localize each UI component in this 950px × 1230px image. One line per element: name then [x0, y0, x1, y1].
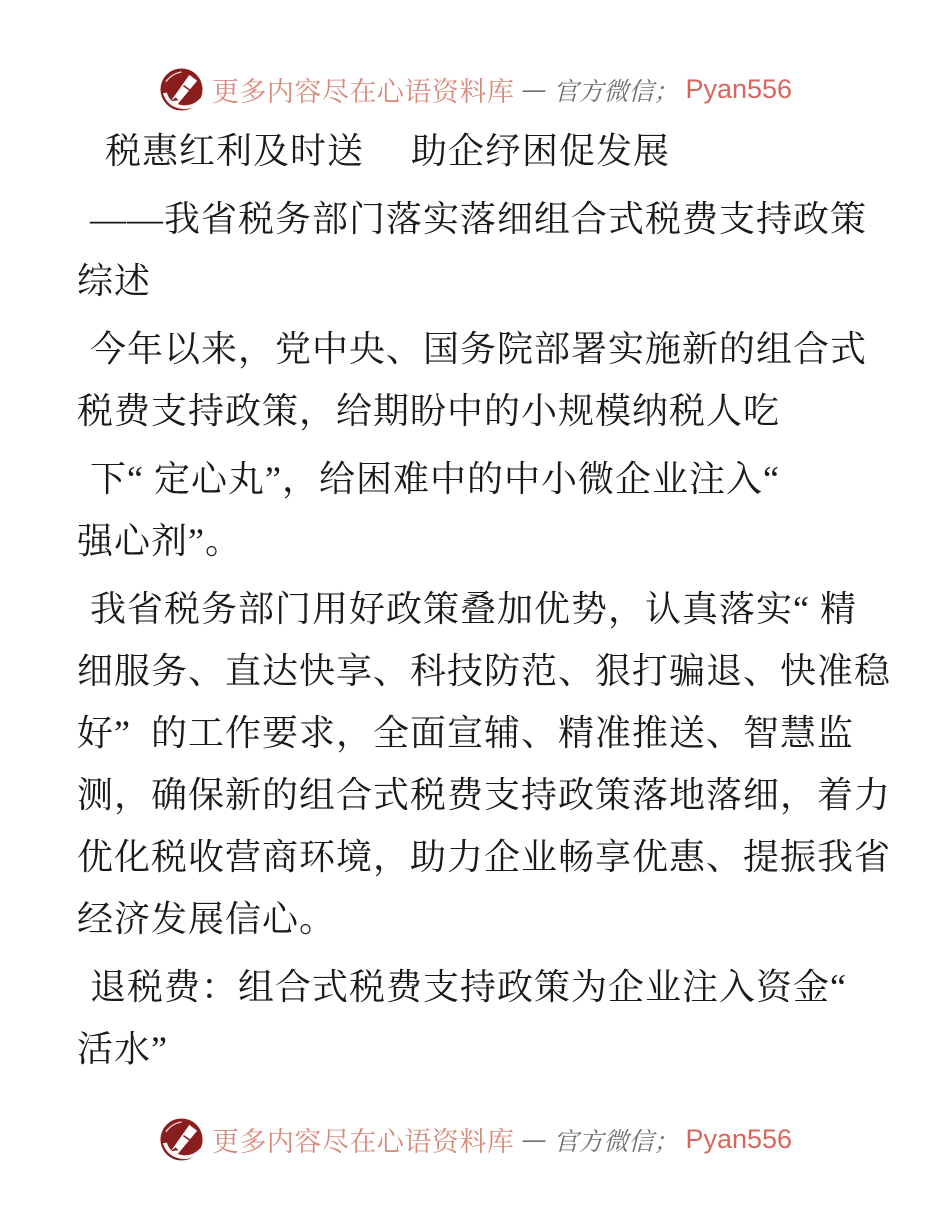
text-line: 好” 的工作要求，全面宣辅、精准推送、智慧监	[77, 713, 854, 753]
watermark-separator: —	[521, 1125, 547, 1154]
paragraph-4	[77, 956, 890, 1080]
paragraph-subtitle	[77, 188, 890, 312]
watermark-label: 官方微信；	[553, 76, 679, 106]
text-line: 优化税收营商环境，助力企业畅享优惠、提振我省	[77, 837, 892, 877]
text-line: 活水”	[77, 1029, 168, 1069]
text-line: 经济发展信心。	[77, 899, 337, 939]
text-line: 退税费：组合式税费支持政策为企业注入资金“	[90, 967, 847, 1007]
text-line: 综述	[77, 261, 152, 301]
text-line: 今年以来，党中央、国务院部署实施新的组合式	[90, 329, 868, 369]
text-line: 强心剂”。	[77, 521, 242, 561]
text-line: 税费支持政策，给期盼中的小规模纳税人吃	[77, 391, 781, 431]
watermark-label: 官方微信；	[553, 1126, 679, 1156]
footer-watermark	[0, 1116, 950, 1163]
watermark-wechat-id: Pyan556	[685, 74, 793, 104]
document-title: 税惠红利及时送 助企纾困促发展	[105, 131, 671, 171]
paragraph-3	[77, 578, 890, 950]
text-line: 测，确保新的组合式税费支持政策落地落细，着力	[77, 775, 892, 815]
watermark-separator: —	[521, 75, 547, 104]
header-watermark	[0, 66, 950, 113]
watermark-brand-text: 更多内容尽在心语资料库	[211, 77, 515, 107]
text-line: 下“ 定心丸”，给困难中的中小微企业注入“	[90, 459, 780, 499]
pen-swirl-logo-icon	[158, 1116, 205, 1163]
text-line: 细服务、直达快享、科技防范、狠打骗退、快准稳	[77, 651, 892, 691]
paragraph-2	[77, 448, 890, 572]
paragraph-1	[77, 318, 890, 442]
text-line: ——我省税务部门落实落细组合式税费支持政策	[90, 199, 868, 239]
pen-swirl-logo-icon	[158, 66, 205, 113]
watermark-brand-text: 更多内容尽在心语资料库	[211, 1127, 515, 1157]
watermark-wechat-id: Pyan556	[685, 1124, 793, 1154]
document-content	[77, 120, 890, 1080]
text-line: 我省税务部门用好政策叠加优势，认真落实“ 精	[90, 589, 857, 629]
